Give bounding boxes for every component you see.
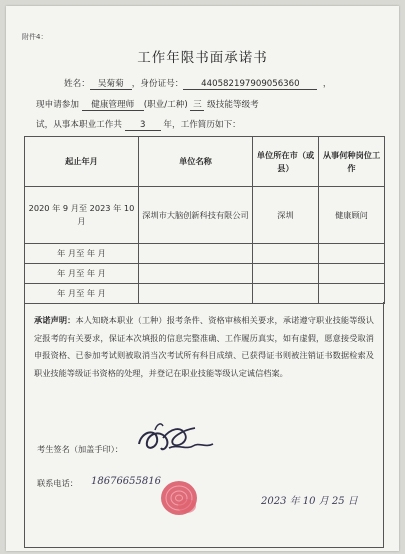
- header-city: 单位所在市（或县）: [253, 137, 319, 187]
- intro-text: 试，从事本职业工作共: [36, 120, 122, 130]
- id-label: 身份证号：: [140, 79, 184, 89]
- row-period: 年 月至 年 月: [25, 244, 139, 264]
- header-employer: 单位名称: [139, 137, 253, 187]
- name-label: 姓名：: [64, 79, 90, 89]
- row-city: [253, 244, 319, 264]
- document-sheet: [6, 6, 399, 551]
- intro-line-3: [36, 118, 241, 131]
- promise-statement: [34, 312, 374, 382]
- row-position: [319, 264, 385, 284]
- handwritten-signature: [133, 418, 223, 466]
- signature-label: 考生签名（加盖手印）：: [37, 444, 123, 454]
- page-title: 工作年限书面承诺书: [137, 50, 268, 66]
- table-row: [25, 264, 385, 284]
- occupation-field: 健康管理师: [82, 98, 144, 111]
- table-row: [25, 244, 385, 264]
- row-employer: [139, 264, 253, 284]
- work-history-table: [24, 136, 385, 304]
- phone-number: 18676655816: [91, 476, 161, 487]
- table-header-row: [25, 137, 385, 187]
- row-employer: [139, 284, 253, 304]
- intro-text: 年，工作简历如下：: [163, 120, 241, 130]
- level-field: 三: [190, 98, 204, 111]
- name-field: 吴菊菊: [90, 77, 132, 90]
- id-number-field: 440582197909056360: [183, 79, 317, 90]
- header-period: 起止年月: [25, 137, 139, 187]
- row-position: [319, 284, 385, 304]
- annex-label: 附件4：: [22, 33, 48, 41]
- promise-heading: 承诺声明：: [34, 315, 76, 325]
- intro-line-1: 姓名： 吴菊菊 ，身份证号： 440582197909056360 ，: [64, 79, 332, 89]
- row-position: [319, 244, 385, 264]
- intro-text: 级技能等级考: [207, 100, 259, 110]
- promise-section: [24, 302, 384, 548]
- row-employer: [139, 244, 253, 264]
- sign-date: 2023 年 10 月 25 日: [261, 496, 358, 507]
- intro-line-2: [36, 98, 259, 111]
- intro-text: (职业/工种): [143, 100, 188, 110]
- table-row: [25, 187, 385, 244]
- row-city: [253, 284, 319, 304]
- header-position: 从事何种岗位工作: [319, 137, 385, 187]
- row-city: [253, 264, 319, 284]
- row-period: 年 月至 年 月: [25, 284, 139, 304]
- promise-body: 本人知晓本职业（工种）报考条件、资格审核相关要求，承诺遵守职业技能等级认定报考的有关要求，保证本次填报的信息完整准确、工作履历真实，如有虚假，愿意接受取消申报资格、已参加考试则被取消当次考试所有科目成绩、已获得证书则被注销证书数据检索及职业技能等级证书资格的处理，并登记在职业技能等级认定诚信档案。: [34, 315, 374, 378]
- row-employer: 深圳市大脑创新科技有限公司: [139, 187, 253, 244]
- thumbprint: [157, 478, 201, 520]
- intro-text: 现申请参加: [36, 100, 79, 110]
- phone-label: 联系电话：: [37, 478, 78, 488]
- row-period: 年 月至 年 月: [25, 264, 139, 284]
- table-row: [25, 284, 385, 304]
- years-field: 3: [125, 120, 161, 131]
- row-period: 2020 年 9 月至 2023 年 10 月: [25, 187, 139, 244]
- row-position: 健康顾问: [319, 187, 385, 244]
- row-city: 深圳: [253, 187, 319, 244]
